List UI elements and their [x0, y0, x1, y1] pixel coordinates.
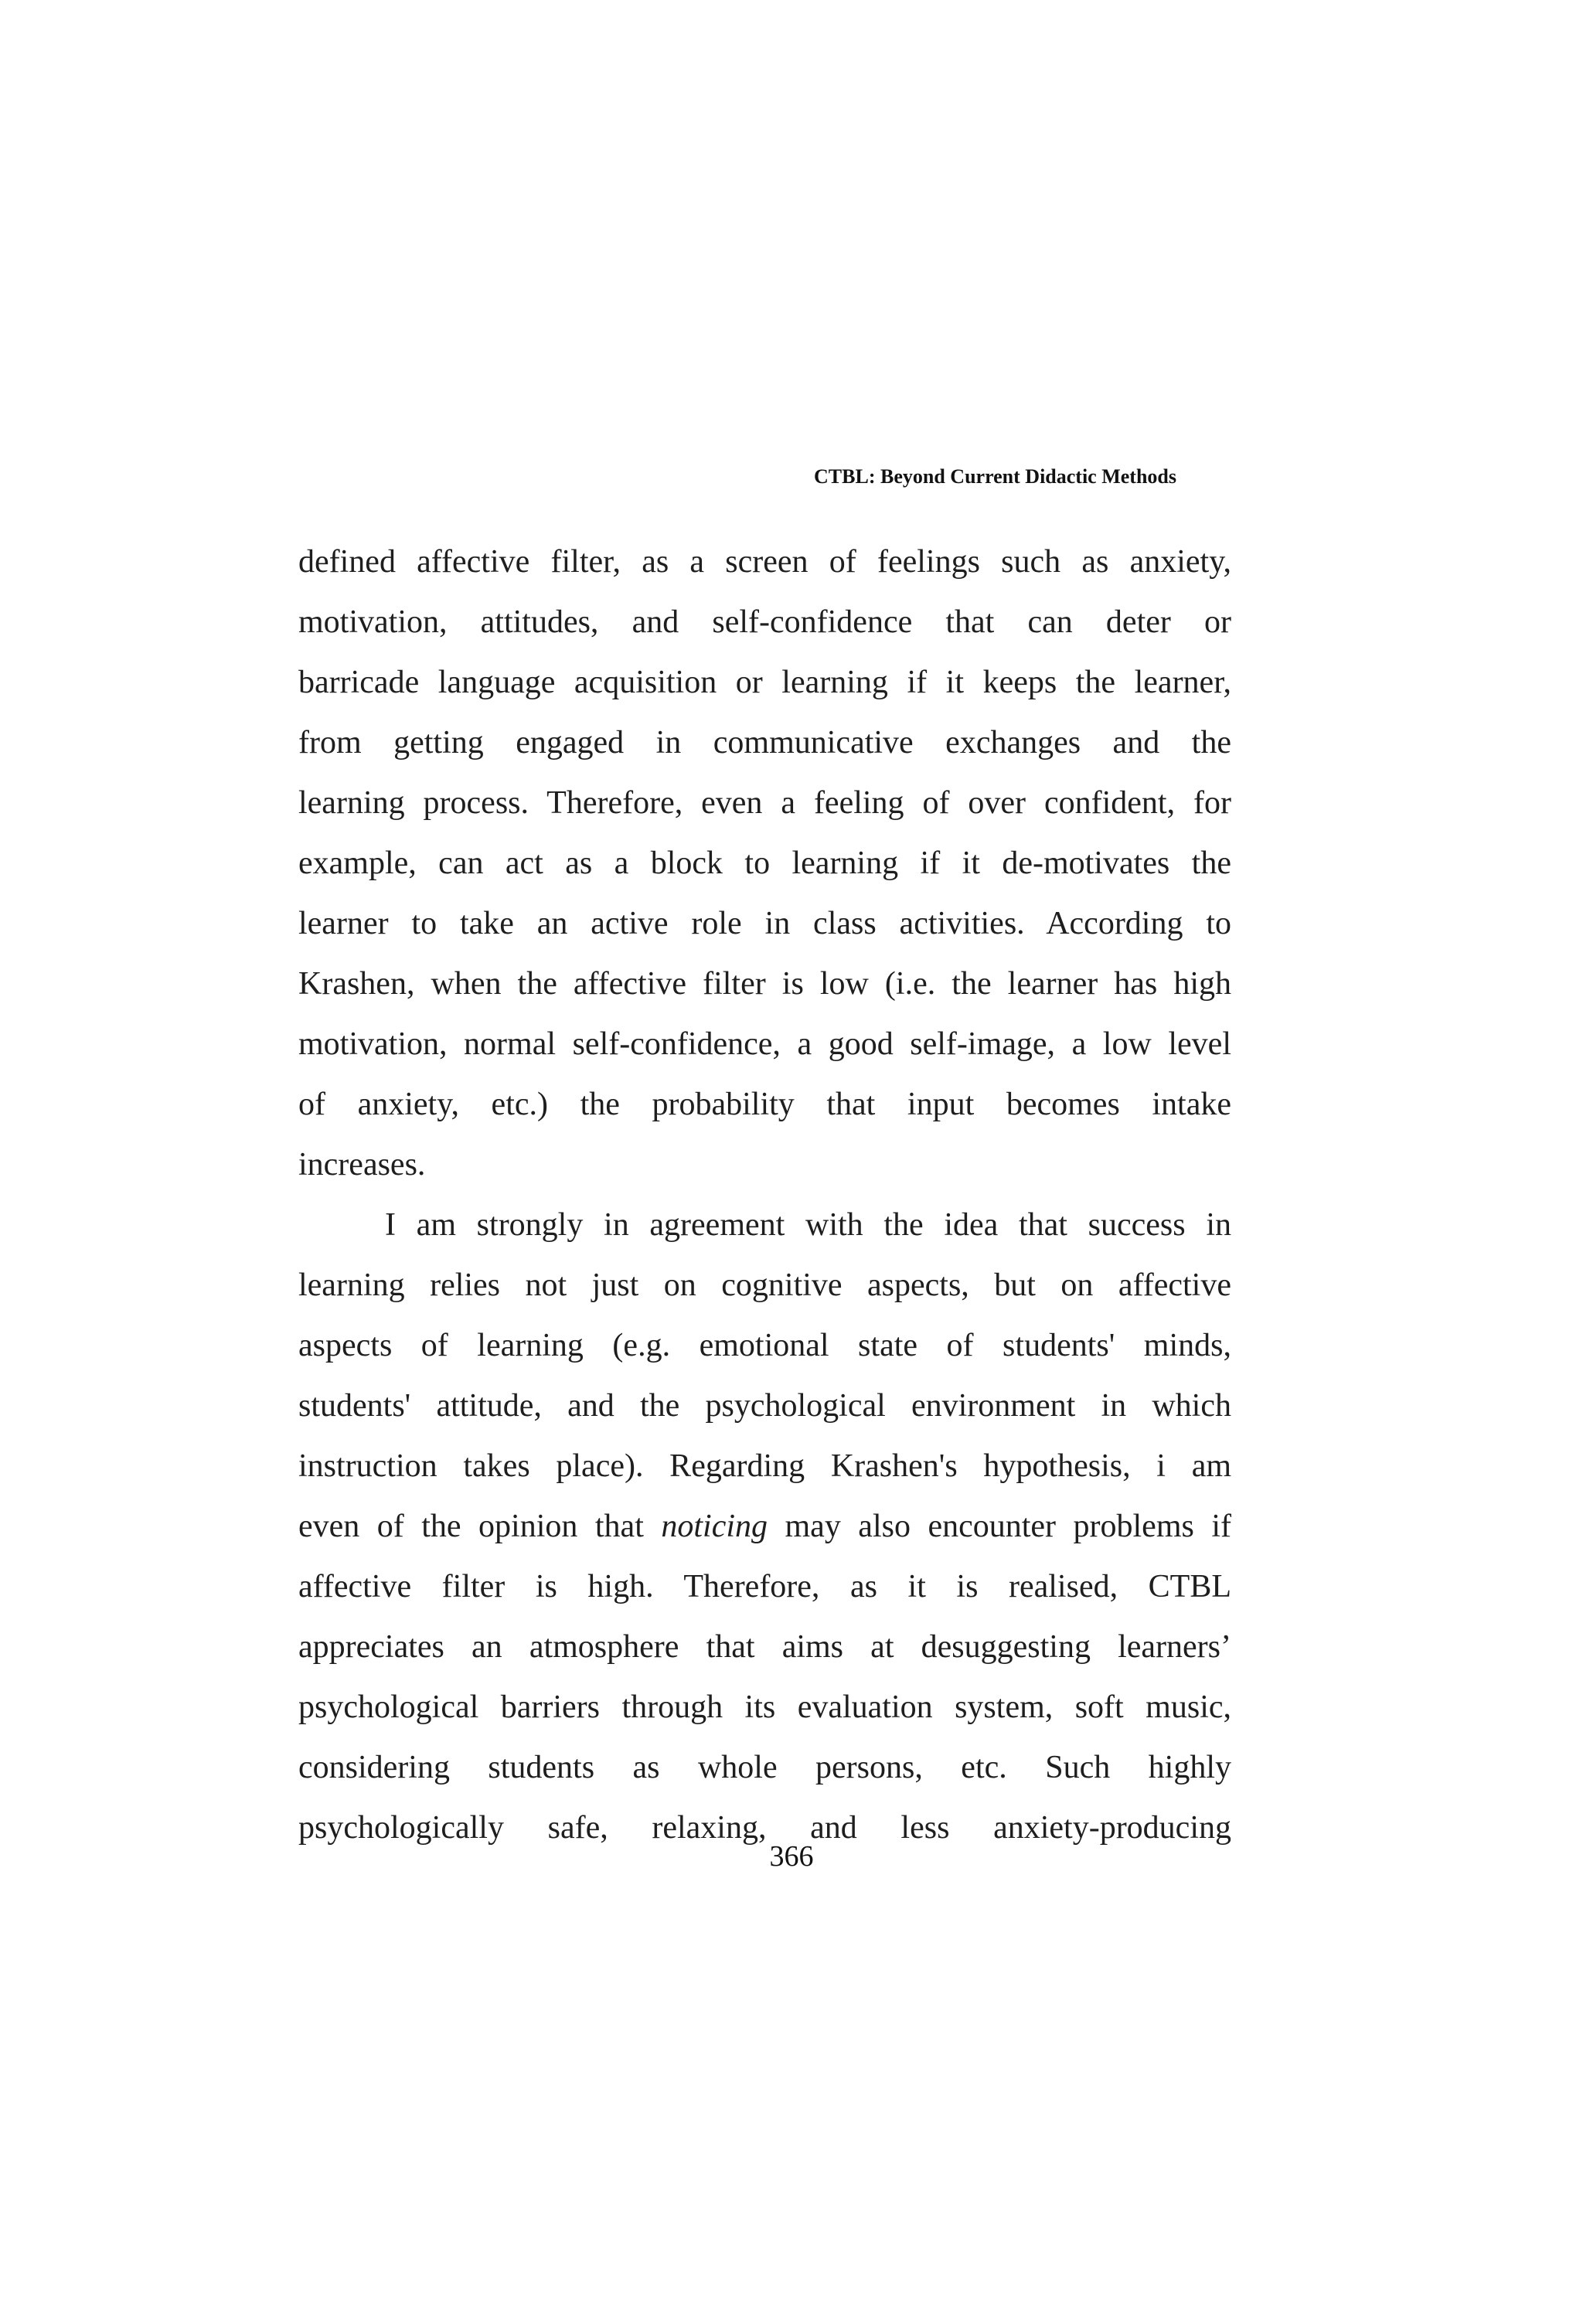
text-line — [298, 1677, 1231, 1737]
text-line — [298, 1376, 1231, 1436]
text-segment: psychological barriers through its evaluation system, soft music, — [298, 1689, 1231, 1725]
text-line — [298, 1496, 1231, 1557]
text-segment: Krashen, when the affective filter is low (i.e. the learner has high — [298, 966, 1231, 1002]
text-line — [298, 1195, 1231, 1255]
text-segment: learning relies not just on cognitive aspects, but on affective — [298, 1267, 1231, 1303]
text-line — [298, 954, 1231, 1014]
text-segment: barricade language acquisition or learning if it keeps the learner, — [298, 665, 1231, 700]
text-line — [298, 1557, 1231, 1617]
text-segment: may also encounter problems if — [768, 1509, 1231, 1544]
text-segment: affective filter is high. Therefore, as it is realised, CTBL — [298, 1569, 1231, 1604]
text-segment: motivation, attitudes, and self-confidence that can deter or — [298, 604, 1231, 640]
text-segment: from getting engaged in communicative exchanges and the — [298, 725, 1231, 760]
text-line — [298, 893, 1231, 954]
text-segment: example, can act as a block to learning if it de-motivates the — [298, 846, 1231, 881]
text-segment: students' attitude, and the psychological environment in which — [298, 1388, 1231, 1424]
text-segment: learner to take an active role in class activities. According to — [298, 906, 1231, 941]
text-segment: I am strongly in agreement with the idea that success in — [385, 1207, 1231, 1243]
text-segment: defined affective filter, as a screen of feelings such as anxiety, — [298, 544, 1231, 580]
text-line — [298, 1315, 1231, 1376]
text-line — [298, 833, 1231, 893]
text-segment: learning process. Therefore, even a feeling of over confident, for — [298, 785, 1231, 821]
text-segment: appreciates an atmosphere that aims at desuggesting learners’ — [298, 1629, 1231, 1665]
running-head: CTBL: Beyond Current Didactic Methods — [814, 465, 1176, 488]
text-segment: motivation, normal self-confidence, a good self-image, a low level — [298, 1026, 1231, 1062]
text-line — [298, 1617, 1231, 1677]
page-number: 366 — [769, 1840, 814, 1873]
text-segment: instruction takes place). Regarding Krashen's hypothesis, i am — [298, 1448, 1231, 1484]
text-line — [298, 1014, 1231, 1074]
body-text — [298, 532, 1231, 1858]
text-line — [298, 1135, 1231, 1195]
text-line — [298, 532, 1231, 592]
text-line — [298, 713, 1231, 773]
text-line — [298, 773, 1231, 833]
text-line — [298, 1074, 1231, 1135]
text-segment: even of the opinion that — [298, 1509, 662, 1544]
text-segment: considering students as whole persons, etc. Such highly — [298, 1750, 1231, 1785]
text-segment: aspects of learning (e.g. emotional state of students' minds, — [298, 1328, 1231, 1363]
text-segment: of anxiety, etc.) the probability that input becomes intake — [298, 1087, 1231, 1122]
text-line — [298, 1436, 1231, 1496]
text-line — [298, 592, 1231, 652]
text-line — [298, 1255, 1231, 1315]
text-segment: increases. — [298, 1147, 426, 1182]
text-segment: psychologically safe, relaxing, and less anxiety-producing — [298, 1810, 1231, 1846]
text-line — [298, 652, 1231, 713]
emphasis-text: noticing — [661, 1509, 768, 1544]
text-line — [298, 1737, 1231, 1798]
